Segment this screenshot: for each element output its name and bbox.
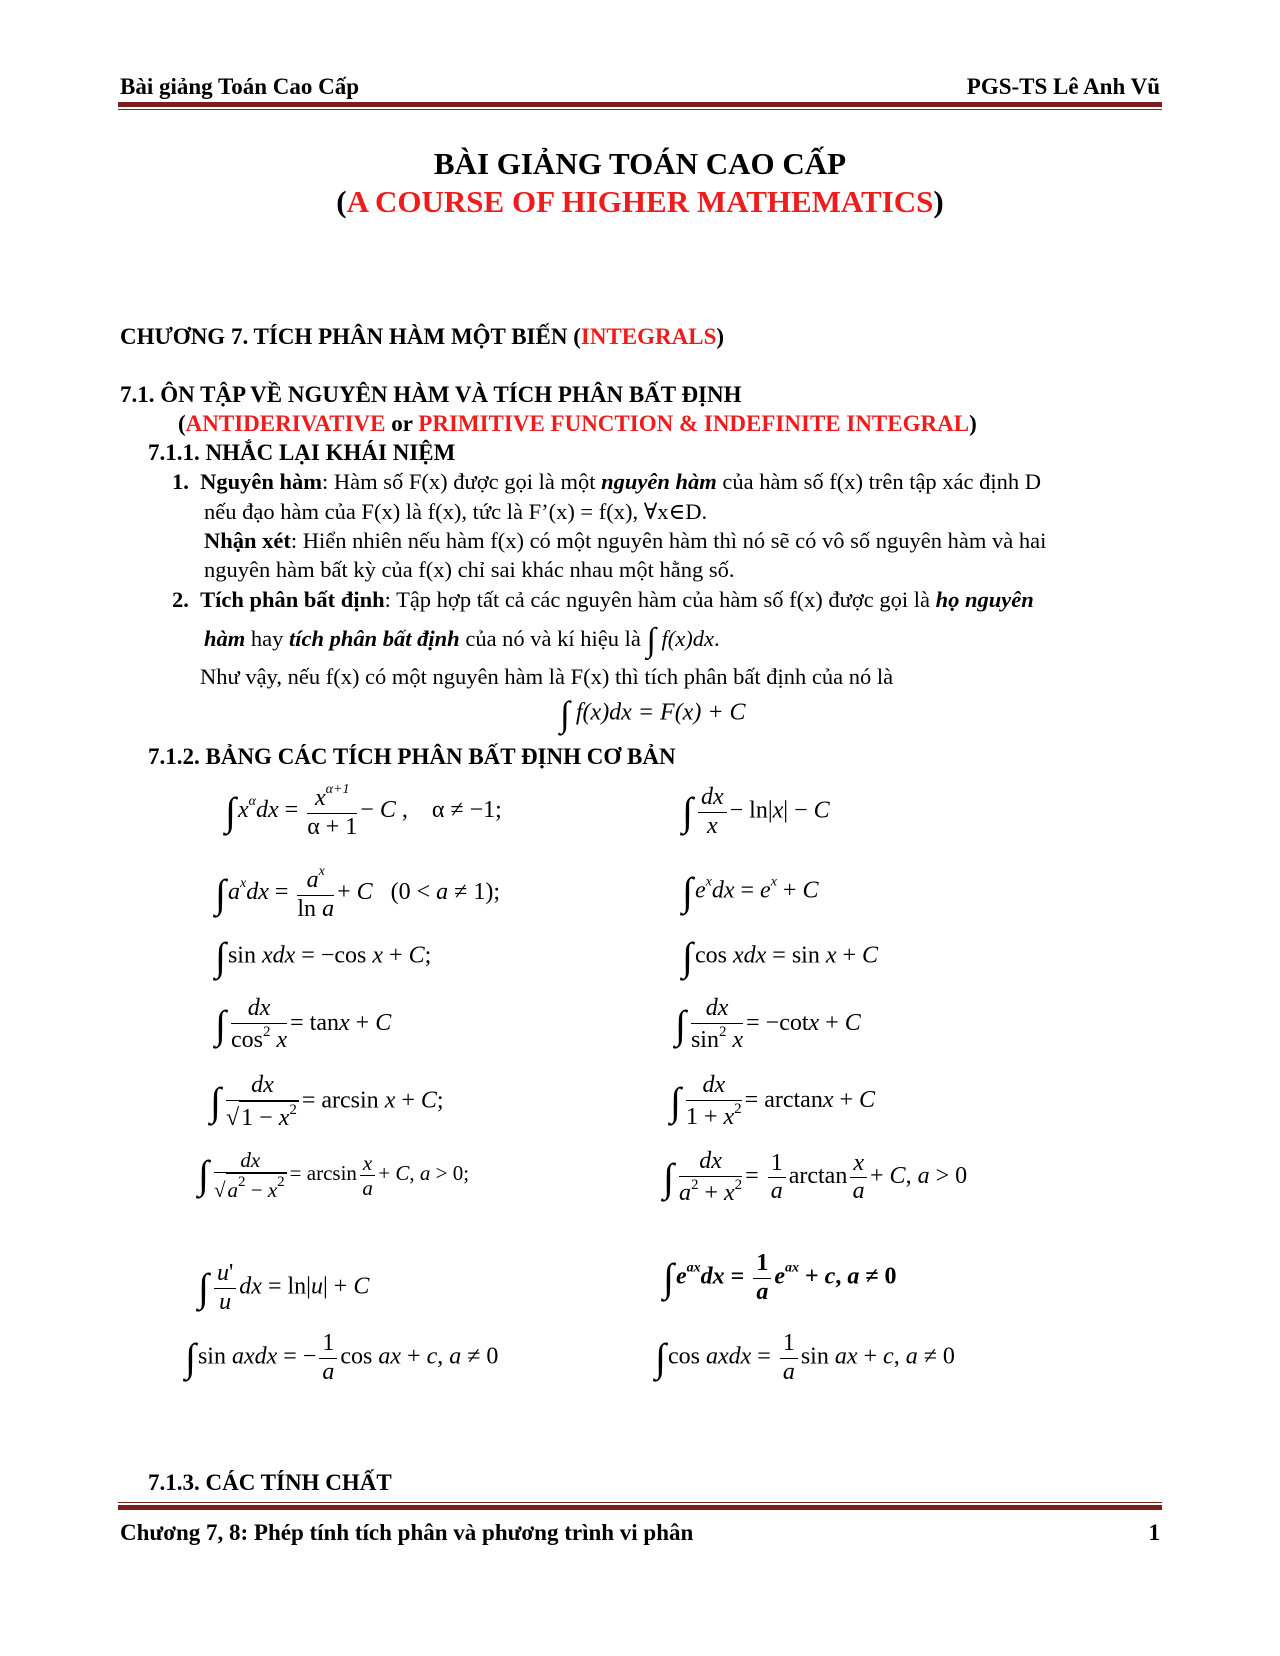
remark-line1: Nhận xét: Hiển nhiên nếu hàm f(x) có một nguyên hàm thì nó sẽ có vô số nguyên hàm và hai [204,528,1047,553]
item2-line1: 2. Tích phân bất định: Tập hợp tất cả các nguyên hàm của hàm số f(x) được gọi là họ nguyên [172,587,1034,612]
formula-sine: ∫sin xdx = −cos x + C; [215,934,432,979]
formula-arctan: ∫ $\frac{dx}{1 + x^2}$ = arctanx + C [670,1072,876,1130]
formula-arcsin-a: ∫ $\frac{dx}{√a^2 - x^2}$ = arcsin $\frac{x}{a}$ + C, a > 0; [198,1148,470,1203]
footer-chapter-title: Chương 7, 8: Phép tính tích phân và phương trình vi phân [120,1520,694,1545]
formula-csc-squared: ∫ $\frac{dx}{\sin^2 x}$ = −cotx + C [675,995,861,1053]
conclusion-text: Như vậy, nếu f(x) có một nguyên hàm là F(x) thì tích phân bất định của nó là [200,664,894,689]
subsection-heading-712: 7.1.2. BẢNG CÁC TÍCH PHÂN BẤT ĐỊNH CƠ BẢN [148,744,676,769]
subsection-heading-713: 7.1.3. CÁC TÍNH CHẤT [148,1470,392,1495]
formula-reciprocal: ∫ $\frac{dx}{x}$ − ln|x| − C [682,784,830,839]
antiderivative-formula: ∫ f(x)dx = F(x) + C [560,694,746,734]
header-course-title: Bài giảng Toán Cao Cấp [120,74,360,99]
section-heading: 7.1. ÔN TẬP VỀ NGUYÊN HÀM VÀ TÍCH PHÂN BẤT ĐỊNH [120,382,742,407]
document-subtitle: (A COURSE OF HIGHER MATHEMATICS) [336,184,944,219]
formula-sec-squared: ∫ $\frac{dx}{\cos^2 x}$ = tanx + C [215,995,392,1053]
document-title: BÀI GIẢNG TOÁN CAO CẤP [433,146,847,181]
formula-arcsin: ∫ $\frac{dx}{√1 - x^2}$ = arcsin x + C; [210,1072,444,1131]
footer-rule [118,1502,1162,1510]
remark-line2: nguyên hàm bất kỳ của f(x) chỉ sai khác nhau một hằng số. [204,557,735,582]
formula-cosine-ax: ∫cos axdx = $\frac{1}{a}$ sin ax + c, a ≠ 0 [655,1330,955,1385]
formula-log-derivative: ∫ $\frac{u'}{u}$ dx = ln|u| + C [198,1260,370,1315]
header-author: PGS-TS Lê Anh Vũ [966,74,1160,99]
item2-line2: hàm hay tích phân bất định của nó và kí hiệu là ∫ f(x)dx. [204,622,720,659]
page-number: 1 [1148,1520,1160,1545]
formula-arctan-a: ∫ $\frac{dx}{a^2 + x^2}$ = $\frac{1}{a}$ arctan $\frac{x}{a}$ + C, a > 0 [663,1148,968,1206]
item1-line2: nếu đạo hàm của F(x) là f(x), tức là F’(x) = f(x), ∀x∈D. [204,499,708,524]
formula-exponential-e: $\int e^xdx = e^x + C$ [682,869,819,914]
chapter-heading: CHƯƠNG 7. TÍCH PHÂN HÀM MỘT BIẾN (INTEGRALS) [120,324,725,349]
formula-cosine: ∫cos xdx = sin x + C [682,934,879,979]
formula-exponential-ax: $\int e^{ax}dx$ = $\frac{1}{a}$ $e^{ax} + c$, a ≠ 0 [663,1250,897,1305]
item1-line1: 1. Nguyên hàm: Hàm số F(x) được gọi là một nguyên hàm của hàm số f(x) trên tập xác định D [172,469,1042,494]
section-subheading: (ANTIDERIVATIVE or PRIMITIVE FUNCTION & INDEFINITE INTEGRAL) [178,411,977,436]
header-rule [118,102,1162,110]
formula-power: $\int x^\alpha dx$ = $\frac{x^{\alpha+1}}{\alpha + 1}$ − C , α ≠ −1; [225,782,502,840]
formula-exponential-a: $\int a^xdx$ = $\frac{a^x}{\text{ln a}}$ + C (0 < a ≠ 1); [215,864,500,922]
subsection-heading-711: 7.1.1. NHẮC LẠI KHÁI NIỆM [148,440,456,465]
formula-sine-ax: ∫sin axdx = − $\frac{1}{a}$ cos ax + c, a ≠ 0 [185,1330,499,1385]
